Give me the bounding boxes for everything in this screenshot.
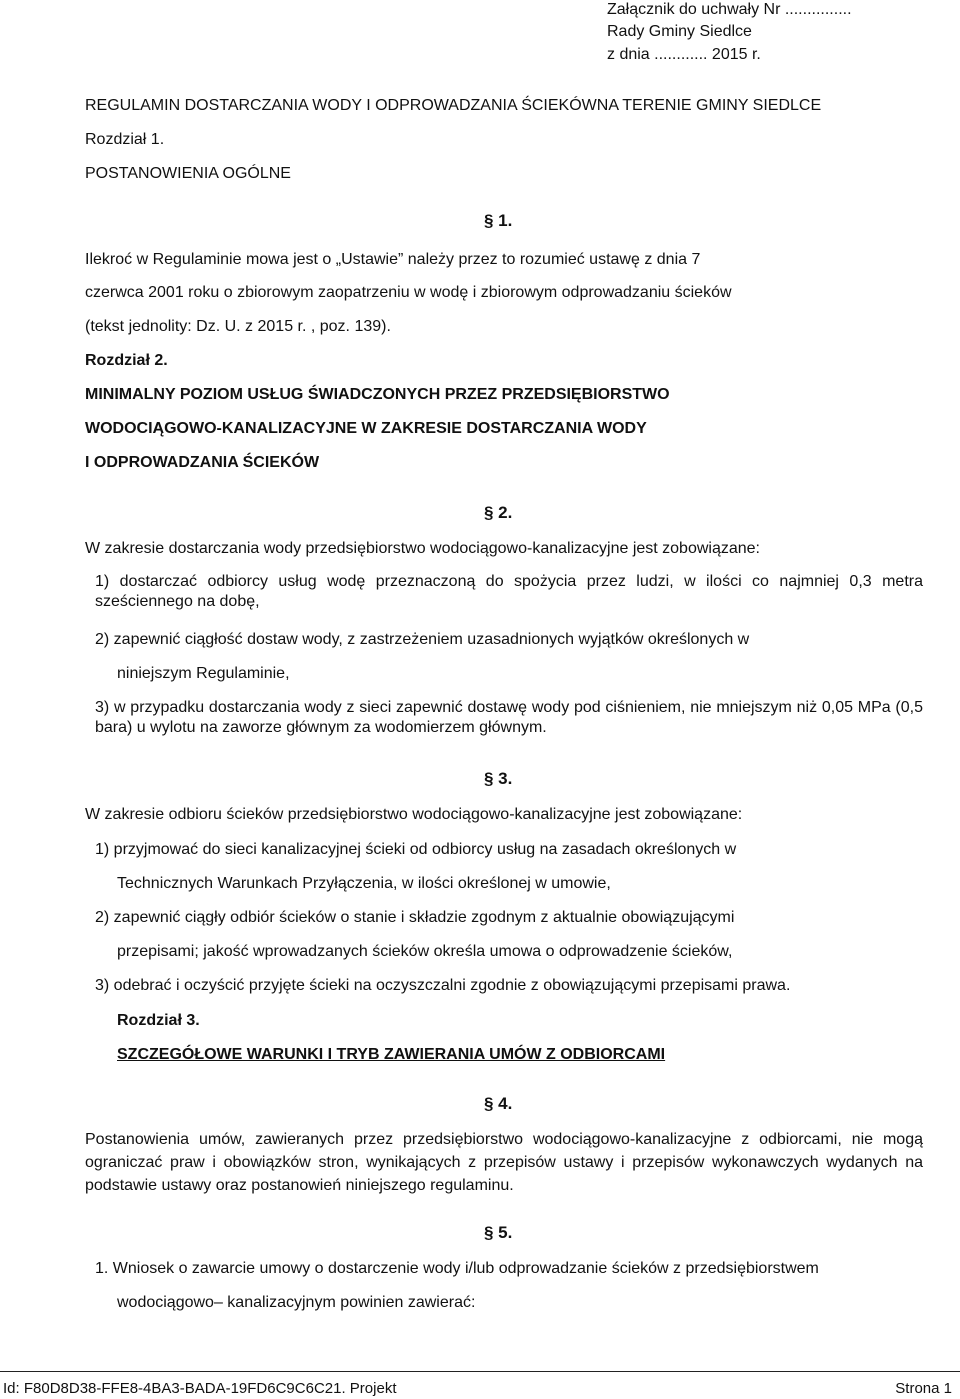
paragraph-4-text [85, 1128, 923, 1197]
paragraph-5-line-1: 1. Wniosek o zawarcie umowy o dostarczenie wody i/lub odprowadzanie ścieków z przedsiębiorstwem [95, 1260, 819, 1277]
header-line-3: z dnia ............ 2015 r. [607, 46, 761, 63]
footer-document-id: Id: F80D8D38-FFE8-4BA3-BADA-19FD6C9C6C21. Projekt [3, 1380, 397, 1397]
paragraph-5-line-2: wodociągowo– kanalizacyjnym powinien zawierać: [117, 1294, 476, 1311]
paragraph-4-sign: § 4. [484, 1094, 513, 1113]
chapter-2-title-line-1: MINIMALNY POZIOM USŁUG ŚWIADCZONYCH PRZEZ PRZEDSIĘBIORSTWO [85, 386, 670, 403]
paragraph-2-sign: § 2. [484, 503, 513, 522]
paragraph-2-item-1 [95, 572, 923, 612]
header-line-2: Rady Gminy Siedlce [607, 23, 752, 40]
paragraph-3-intro: W zakresie odbioru ścieków przedsiębiorstwo wodociągowo-kanalizacyjne jest zobowiązane: [85, 806, 743, 823]
paragraph-1-line-3: (tekst jednolity: Dz. U. z 2015 r. , poz. 139). [85, 318, 391, 335]
paragraph-2-item-2: 2) zapewnić ciągłość dostaw wody, z zastrzeżeniem uzasadnionych wyjątków określonych w [95, 631, 750, 648]
chapter-3-title: SZCZEGÓŁOWE WARUNKI I TRYB ZAWIERANIA UMÓW Z ODBIORCAMI [117, 1046, 666, 1063]
paragraph-3-sign: § 3. [484, 769, 513, 788]
paragraph-2-item-2-cont: niniejszym Regulaminie, [117, 665, 290, 682]
paragraph-3-item-1-cont: Technicznych Warunkach Przyłączenia, w ilości określonej w umowie, [117, 875, 611, 892]
chapter-3-label: Rozdział 3. [117, 1012, 200, 1029]
paragraph-1-line-1: Ilekroć w Regulaminie mowa jest o „Ustawie” należy przez to rozumieć ustawę z dnia 7 [85, 251, 701, 268]
paragraph-2-item-3-text: 3) w przypadku dostarczania wody z sieci zapewnić dostawę wody pod ciśnieniem, nie mniejszym niż 0,05 MPa (0,5 bara) u wylotu na zaworze głównym za wodomierzem głównym. [95, 699, 923, 736]
chapter-2-title-line-3: I ODPROWADZANIA ŚCIEKÓW [85, 454, 320, 471]
chapter-2-label: Rozdział 2. [85, 352, 168, 369]
header-line-1: Załącznik do uchwały Nr ............... [607, 1, 852, 18]
paragraph-3-item-1: 1) przyjmować do sieci kanalizacyjnej ścieki od odbiorcy usług na zasadach określonych w [95, 841, 737, 858]
paragraph-2-item-3 [95, 698, 923, 738]
paragraph-2-intro: W zakresie dostarczania wody przedsiębiorstwo wodociągowo-kanalizacyjne jest zobowiązane: [85, 540, 760, 557]
paragraph-1-sign: § 1. [484, 211, 513, 230]
paragraph-3-item-3: 3) odebrać i oczyścić przyjęte ścieki na oczyszczalni zgodnie z obowiązującymi przepisami prawa. [95, 977, 791, 994]
document-title: REGULAMIN DOSTARCZANIA WODY I ODPROWADZANIA ŚCIEKÓWNA TERENIE GMINY SIEDLCE [85, 97, 822, 114]
paragraph-3-item-2: 2) zapewnić ciągły odbiór ścieków o stanie i składzie zgodnym z aktualnie obowiązującymi [95, 909, 735, 926]
chapter-1-title: POSTANOWIENIA OGÓLNE [85, 165, 291, 182]
footer-divider [0, 1371, 960, 1372]
paragraph-5-sign: § 5. [484, 1223, 513, 1242]
paragraph-2-item-1-text: 1) dostarczać odbiorcy usług wodę przeznaczoną do spożycia przez ludzi, w ilości co najmniej 0,3 metra sześciennego na dobę, [95, 573, 923, 610]
paragraph-4-text-content: Postanowienia umów, zawieranych przez przedsiębiorstwo wodociągowo-kanalizacyjne z odbiorcami, nie mogą ograniczać praw i obowiązków stron, wynikających z przepisów ustawy i przepisów wykonawczych wydanych na podstawie ustawy oraz postanowień niniejszego regulaminu. [85, 1131, 923, 1194]
paragraph-1-line-2: czerwca 2001 roku o zbiorowym zaopatrzeniu w wodę i zbiorowym odprowadzaniu ścieków [85, 284, 732, 301]
footer-page-number: Strona 1 [895, 1380, 952, 1397]
chapter-2-title-line-2: WODOCIĄGOWO-KANALIZACYJNE W ZAKRESIE DOSTARCZANIA WODY [85, 420, 647, 437]
chapter-1-label: Rozdział 1. [85, 131, 165, 148]
paragraph-3-item-2-cont: przepisami; jakość wprowadzanych ścieków określa umowa o odprowadzenie ścieków, [117, 943, 733, 960]
